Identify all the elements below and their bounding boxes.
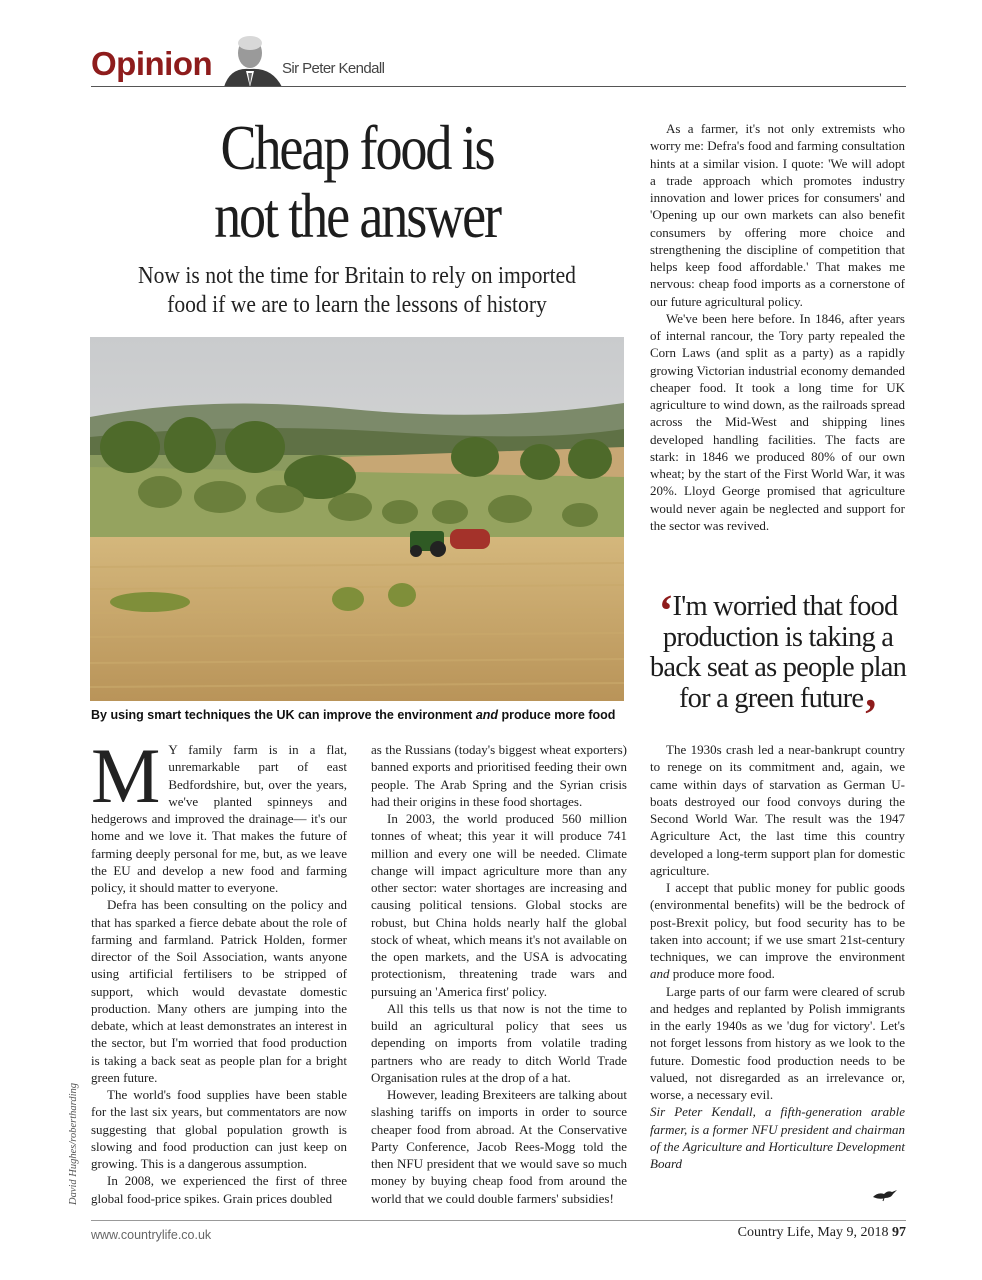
caption-text: By using smart techniques the UK can improve the environment — [91, 708, 476, 722]
paragraph: Defra has been consulting on the policy and that has sparked a fierce debate about the role of farming and farmland. Patrick Holden, former director of the Soil Association, wants anyone using artificial fertilisers to be stripped of support, which would devastate domestic production. Many others are jumping into the debate, which at least demonstrates an interest in the sector, but I'm worried that food production is taking a back seat as people plan for a bright green future. — [91, 897, 347, 1085]
caption-text-end: produce more food — [498, 708, 616, 722]
paragraph: Large parts of our farm were cleared of scrub and hedges and replanted by Polish immigrants in the early 1940s as we 'dug for victory'. Let's not forget lessons from history as we look to the future. Domestic food production needs to be valued, not disregarded as an irrelevance or, worse, a necessary evil. — [650, 983, 905, 1102]
header-divider — [91, 86, 906, 87]
standfirst — [119, 262, 596, 320]
standfirst-line-1: Now is not the time for Britain to rely on imported — [138, 263, 576, 289]
article-column-3-bottom — [650, 741, 905, 1172]
paragraph-text: I accept that public money for public goods (environmental benefits) will be the bedrock of post-Brexit policy, but food security has to be taken into account; if we use smart 21st-century techniques, we can improve the environment — [650, 880, 905, 964]
page-number: 97 — [892, 1225, 906, 1240]
pull-quote — [643, 586, 913, 739]
paragraph — [650, 879, 905, 983]
footer-issue-info — [738, 1225, 906, 1241]
farm-landscape-photo — [90, 337, 624, 701]
article-column-3-top — [650, 120, 905, 534]
paragraph: as the Russians (today's biggest wheat exporters) banned exports and prioritised feeding their own people. The Arab Spring and the Syrian crisis had their origins in these food shortages. — [371, 742, 627, 809]
paragraph-emphasis: and — [650, 966, 670, 982]
drop-cap: M — [91, 732, 161, 819]
opening-paragraph — [91, 732, 347, 896]
paragraph: In 2008, we experienced the first of three global food-price spikes. Grain prices doubled — [91, 1173, 347, 1206]
caption-emphasis: and — [475, 708, 499, 722]
photo-caption — [91, 708, 631, 722]
article-column-1 — [91, 732, 347, 1207]
standfirst-line-2: food if we are to learn the lessons of history — [167, 292, 547, 318]
paragraph-text-end: produce more food. — [669, 966, 775, 982]
paragraph: All this tells us that now is not the time to build an agricultural policy that sees us depending on imports from volatile trading partners who are ready to ditch World Trade Organisation rules at the drop of a hat. — [371, 1000, 627, 1085]
section-label: Opinion — [91, 45, 213, 82]
author-name: Sir Peter Kendall — [282, 60, 385, 77]
paragraph: The 1930s crash led a near-bankrupt country to renege on its commitment and, again, we came within days of starvation as German U-boats destroyed our food convoys during the Second World War. The result was the 1947 Agriculture Act, the last time this country developed a long-term support plan for domestic agriculture. — [650, 742, 905, 878]
close-quote-mark: ’ — [863, 689, 878, 739]
author-bio-text: , a fifth-generation arable farmer, is a former NFU president and chairman of the Agriculture and Horticulture Development Board — [650, 1104, 905, 1171]
opening-text: Y family farm is in a flat, unremarkable part of east Bedfordshire, but, over the years, we've planted spinneys and hedgerows and improved the drainage— it's our home and we love it. That makes the future of farming deeply personal for me, but, as we leave the EU and develop a new food and farming policy, it should matter to everyone. — [91, 742, 347, 895]
author-portrait — [220, 33, 290, 87]
author-bio-name: Sir Peter Kendall — [650, 1104, 753, 1120]
footer-divider — [91, 1220, 906, 1221]
headline-line-2: not the answer — [214, 181, 500, 251]
paragraph: In 2003, the world produced 560 million tonnes of wheat; this year it will produce 741 million and every one will be needed. Climate change will impact agriculture more than any other sector: water shortages are increasing and causing political tensions. Global stocks are robust, but China holds nearly half the global stock of wheat, which means it's not available on the open markets, and the USA is advocating protectionism, threatening trade wars and pursuing an 'America first' policy. — [371, 811, 627, 999]
photo-credit-text: David Hughes/robertharding — [68, 1082, 79, 1205]
issue-date: Country Life, May 9, 2018 — [737, 1225, 889, 1240]
paragraph: As a farmer, it's not only extremists who worry me: Defra's food and farming consultation hints at a similar vision. I quote: 'We will adopt a trade approach which promotes industry innovation and lower prices for consumers' and 'Opening up our own markets can also benefit consumers by offering more choice and strengthening the discipline of competition that helps keep food affordable.' That makes me nervous: cheap food imports as a cornerstone of our future agricultural policy. — [650, 121, 905, 309]
author-bio — [650, 1103, 905, 1172]
footer-website-link[interactable]: www.countrylife.co.uk — [91, 1228, 212, 1242]
headline-line-1: Cheap food is — [220, 113, 494, 183]
article-column-2 — [371, 741, 627, 1207]
paragraph: However, leading Brexiteers are talking about slashing tariffs on imports in order to source cheaper food from abroad. At the Conservative Party Conference, Jacob Rees-Mogg told the then NFU president that we would save so much money by buying cheap food from around the world that we could double farmers' subsidies! — [371, 1087, 627, 1206]
paragraph: The world's food supplies have been stable for the last six years, but commentators are now suggesting that global population growth is slowing and food production can just keep on growing. This is a dangerous assumption. — [91, 1087, 347, 1171]
headline — [129, 114, 585, 250]
pheasant-end-mark-icon — [872, 1188, 898, 1202]
open-quote-mark: ‘ — [658, 586, 673, 635]
pull-quote-text: I'm worried that food production is taking a back seat as people plan for a green future — [649, 591, 907, 714]
paragraph: We've been here before. In 1846, after years of internal rancour, the Tory party repealed the Corn Laws (and split as a party) as a rapidly growing Victorian industrial economy demanded cheaper food. It took a long time for UK agriculture to wind down, as the railroads spread across the Mid-West and shipping lines developed handling facilities. The facts are stark: in 1846 we produced 80% of our own wheat; by the start of the First World War, it was 20%. Lloyd George promised that agriculture would never again be neglected and support for the sector was revived. — [650, 310, 905, 533]
